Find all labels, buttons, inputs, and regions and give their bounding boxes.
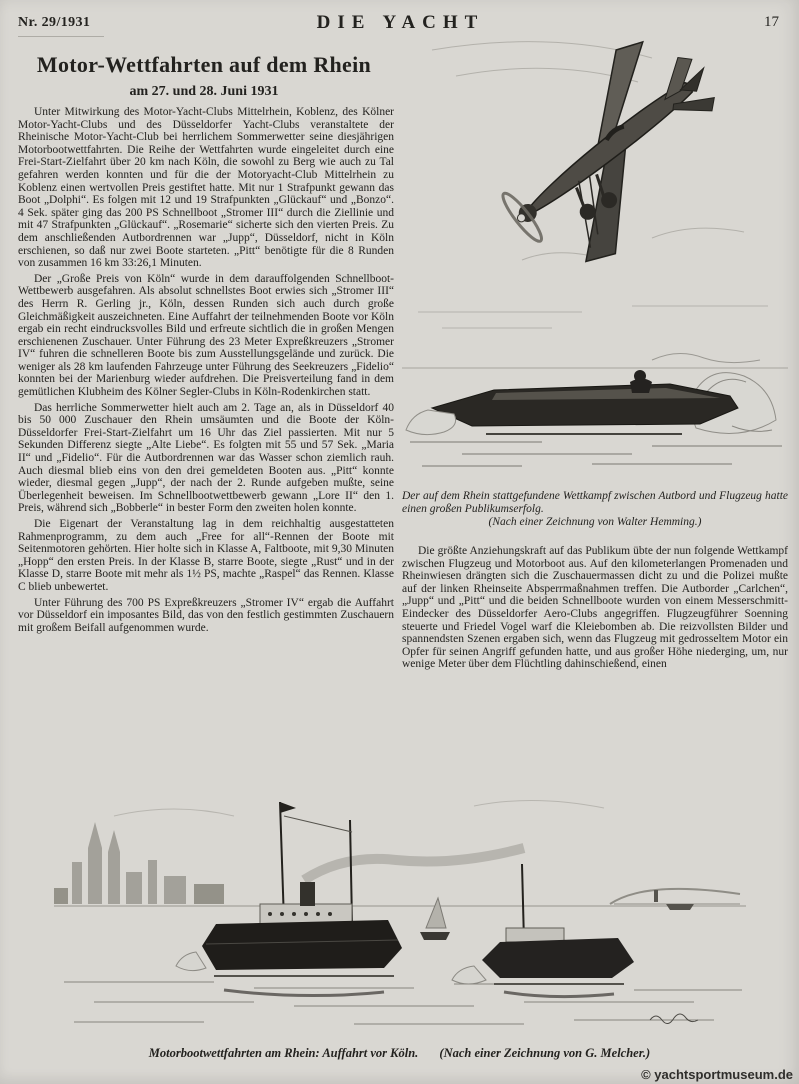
figure-credit: (Nach einer Zeichnung von Walter Hemming.) — [488, 516, 702, 528]
figure-caption: Der auf dem Rhein stattgefundene Wettkampf zwischen Autbord und Flugzeug hatte einen großen Publikumserfolg. — [402, 490, 788, 515]
body-paragraph: Unter Führung des 700 PS Expreßkreuzers „Stromer IV“ ergab die Auffahrt vor Düsseldorf ein imposantes Bild, das von den festlich gestimmten Zuschauern mit großem Beifall aufgenommen wurde. — [18, 596, 394, 634]
page-number: 17 — [764, 14, 779, 30]
airplane-drawing-svg — [402, 24, 788, 290]
right-column — [402, 24, 788, 682]
article-header — [12, 52, 396, 100]
bottom-figure-caption: Motorbootwettfahrten am Rhein: Auffahrt vor Köln. — [148, 1046, 419, 1060]
body-paragraph: Die Eigenart der Veranstaltung lag in dem reichhaltig ausgestatteten Rahmenprogramm, zu dem auch „Free for all“-Rennen der Boote mit Seitenmotoren gehörten. Hier holte sich in Klasse A, Faltboote, mit 9,30 Minuten „Hopp“ den ersten Preis. In der Klasse B, starre Boote, siegte „Rust“ und in der Klasse D, starre Boote mit mehr als 1½ PS, machte „Raspel“ das Rennen. Klasse C blieb unbewertet. — [18, 518, 394, 593]
body-paragraph: Der „Große Preis von Köln“ wurde in dem darauffolgenden Schnellboot-Wettbewerb ausgefahren. Als absolut schnellstes Boot erwies sich „Stromer III“ des Herrn R. Gerling jr., Köln, dessen Runden sich auch durch große Gleichmäßigkeit auszeichneten. Eine Auffahrt der teilnehmenden Boote vor Köln ergab ein recht eindrucksvolles Bild und erfreute sichtlich die in großen Mengen erschienenen Zuschauer. Unter Führung des 23 Meter Expreßkreuzers „Stromer IV“ fuhren die schnelleren Boote bis zum Ausstellungsgelände und zurück. Die weniger als 28 km laufenden Fahrzeuge unter Führung des Seekreuzers „Fidelio“ konnten bei der Marienburg wieder aufdrehen. Die Preisverteilung fand in dem gemütlichen Klubheim des Kölner Segler-Clubs in Köln-Rodenkirchen statt. — [18, 272, 394, 399]
watermark: © yachtsportmuseum.de — [641, 1067, 793, 1082]
harbor-illustration — [54, 776, 746, 1040]
harbor-drawing-svg — [54, 776, 746, 1040]
article-title: Motor-Wettfahrten auf dem Rhein — [36, 52, 372, 77]
masthead-title: DIE YACHT — [316, 12, 485, 33]
bottom-figure-caption-row — [0, 1046, 799, 1061]
article-subtitle: am 27. und 28. Juni 1931 — [129, 84, 279, 99]
body-paragraph: Unter Mitwirkung des Motor-Yacht-Clubs Mittelrhein, Koblenz, des Kölner Motor-Yacht-Clubs und des Düsseldorfer Yacht-Clubs veranstaltete der Rheinische Motor-Yacht-Club bei herrlichem Sommerwetter seine diesjährigen Motorbootwettfahrten. Die Reihe der Wettfahrten wurde eingeleitet durch eine Frei-Start-Zielfahrt über 20 km nach Köln, die sowohl zu Berg wie auch zu Tal gefahren werden konnten und für die der Motoryacht-Club Mittelrhein zu Koblenz einen wertvollen Preis gestiftet hatte. Mit nur 1 Strafpunkt gewann das Boot „Dolphi“. Es folgen mit 12 und 19 Strafpunkten „Glückauf“ und „Bonzo“. 4 Sek. später ging das 200 PS Schnellboot „Stromer III“ durch die Ziellinie und mit 47 Strafpunkten „Glückauf“. „Rosemarie“ sicherte sich den vierten Preis. Zu dem anschließenden Autbordrennen war „Jupp“, Düsseldorf, nicht in Köln erschienen, so daß nur zwei Boote starteten. „Pitt“ benötigte für die 8 Runden von zusammen 16 km 33:26,1 Minuten. — [18, 106, 394, 270]
issue-number: Nr. 29/1931 — [18, 15, 91, 30]
speedboat-drawing-svg — [402, 294, 788, 480]
airplane-illustration — [402, 24, 788, 290]
bottom-figure-credit: (Nach einer Zeichnung von G. Melcher.) — [439, 1046, 651, 1060]
speedboat-illustration — [402, 294, 788, 480]
body-paragraph: Das herrliche Sommerwetter hielt auch am 2. Tage an, als in Düsseldorf 40 bis 50 000 Zuschauer den Rhein umsäumten und die Boote der Köln-Düsseldorfer Frei-Start-Zielfahrt um 16 Uhr das Ziel passierten. Mit nur 5 Sekunden Differenz siegte „Alte Liebe“. Es folgten mit 55 und 57 Sek. „Maria II“ und „Fidelio“. Für die Autbordrennen war das Wasser schon ziemlich rauh. Auch diesmal blieb eins von den drei gemeldeten Booten aus. „Pitt“ konnte wieder, diesmal gegen „Jupp“, der nach der 2. Runde aufgeben mußte, seine Überlegenheit beweisen. Im Schnellbootwettbewerb gewann „Lore II“ den 1. Preis, während sich „Bobberle“ in bester Form den zweiten holen konnte. — [18, 401, 394, 515]
body-paragraph: Die größte Anziehungskraft auf das Publikum übte der nun folgende Wettkampf zwischen Flugzeug und Motorboot aus. Auf den kilometerlangen Promenaden und Rheinwiesen drängten sich die Zuschauermassen dicht zu und die Polizei mußte auf der linken Rheinseite Absperrmaßnahmen treffen. Die Autborder „Carlchen“, „Jupp“ und „Pitt“ und die beiden Schnellboote wurden von einem Messerschmitt-Eindecker des Düsseldorfer Aero-Clubs angegriffen. Flugzeugführer Soenning steuerte und Friedel Vogel warf die Kleiebomben ab. Die reizvollsten Bilder und spannendsten Szenen ergaben sich, wenn das Flugzeug mit gedrosseltem Motor ein Opfer für seinen Angriff gefunden hatte, und aus großer Höhe niederging, um, nur wenige Meter über dem Flüchtling dahinschießend, einen — [402, 545, 788, 671]
left-column — [18, 106, 394, 637]
issue-rule — [18, 36, 104, 37]
